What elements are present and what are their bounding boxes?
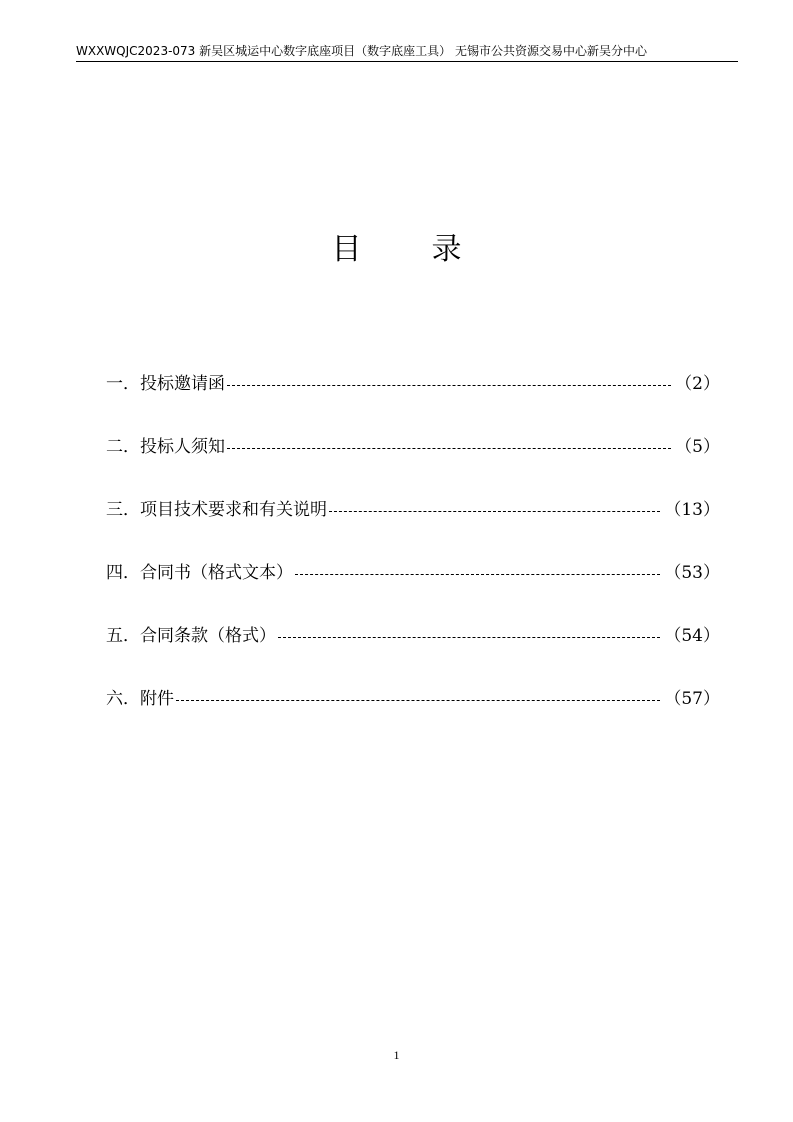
toc-item[interactable]: [106, 369, 720, 399]
toc-item-number: 二．: [106, 437, 140, 457]
toc-item-number: 一．: [106, 374, 140, 394]
toc-leader: [295, 574, 660, 575]
toc-item-page: （13）: [664, 500, 720, 520]
toc-item[interactable]: [106, 558, 720, 588]
header-rule: [76, 61, 738, 62]
toc-item-page: （5）: [675, 437, 720, 457]
toc-leader: [329, 511, 660, 512]
toc-item-number: 三．: [106, 500, 140, 520]
toc-item-number: 六．: [106, 689, 140, 709]
toc-item-label: 投标邀请函: [140, 374, 225, 394]
table-of-contents: [106, 369, 720, 747]
toc-item[interactable]: [106, 684, 720, 714]
toc-item-label: 项目技术要求和有关说明: [140, 500, 327, 520]
toc-item-label: 投标人须知: [140, 437, 225, 457]
toc-item-label: 合同书（格式文本）: [140, 563, 293, 583]
toc-item[interactable]: [106, 621, 720, 651]
toc-leader: [278, 637, 660, 638]
toc-leader: [176, 700, 660, 701]
document-title: 目录: [331, 232, 532, 267]
toc-item[interactable]: [106, 432, 720, 462]
toc-item-number: 四．: [106, 563, 140, 583]
page-header: WXXWQJC2023-073 新吴区城运中心数字底座项目（数字底座工具） 无锡市公共资源交易中心新吴分中心: [76, 44, 647, 58]
toc-item-number: 五．: [106, 626, 140, 646]
toc-item-page: （57）: [664, 689, 720, 709]
toc-item[interactable]: [106, 495, 720, 525]
toc-item-label: 附件: [140, 689, 174, 709]
toc-item-page: （53）: [664, 563, 720, 583]
toc-leader: [227, 448, 671, 449]
page-number: 1: [393, 1048, 400, 1062]
toc-item-page: （54）: [664, 626, 720, 646]
toc-item-label: 合同条款（格式）: [140, 626, 276, 646]
toc-item-page: （2）: [675, 374, 720, 394]
toc-leader: [227, 385, 671, 386]
